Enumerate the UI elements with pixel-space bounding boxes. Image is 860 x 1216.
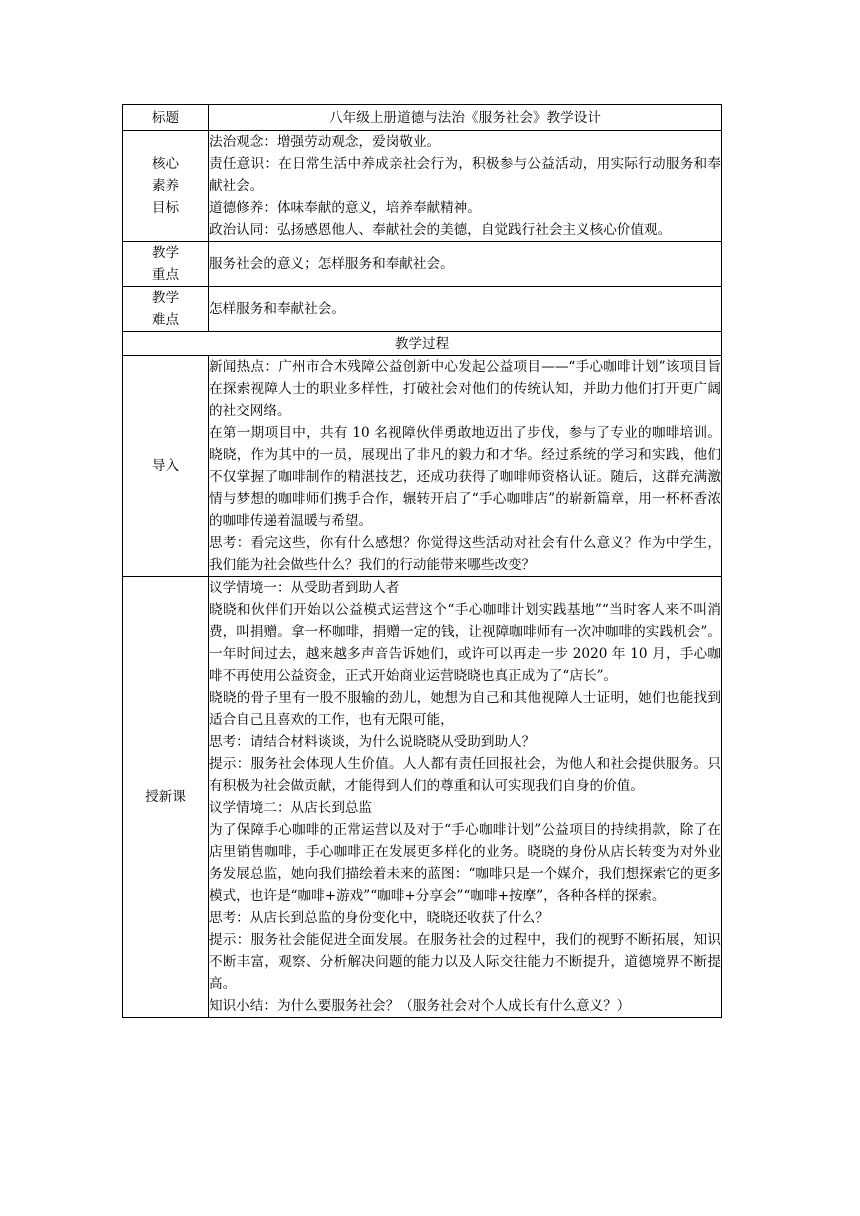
goal-political-identity: 政治认同：弘扬感恩他人、奉献社会的美德，自觉践行社会主义核心价值观。 — [209, 222, 672, 238]
new-lesson-paragraph: 提示：服务社会能促进全面发展。在服务社会的过程中，我们的视野不断拓展，知识不断丰富，观察、分析解决问题的能力以及人际交往能力不断提升，道德境界不断提高。 — [209, 932, 721, 992]
difficult-points-label-line: 难点 — [151, 312, 180, 328]
new-lesson-content — [209, 577, 722, 1018]
intro-label: 导入 — [123, 356, 209, 577]
new-lesson-paragraph: 思考：从店长到总监的身份变化中，晓晓还收获了什么？ — [209, 910, 549, 926]
core-goals-label — [123, 131, 209, 242]
title-label: 标题 — [123, 105, 209, 131]
key-points-value: 服务社会的意义；怎样服务和奉献社会。 — [209, 242, 722, 287]
new-lesson-paragraph: 晓晓和伙伴们开始以公益模式运营这个“手心咖啡计划实践基地”“当时客人来不叫消费，叫捐赠。拿一杯咖啡，捐赠一定的钱，让视障咖啡师有一次冲咖啡的实践机会”。一年时间过去，越来越多声音告诉她们，或许可以再走一步 2020 年 10 月，手心咖啡不再使用公益资金，正式开始商业运营晓晓也真正成为了“店长”。 — [209, 602, 721, 684]
difficult-points-label — [123, 287, 209, 332]
intro-row — [123, 356, 722, 577]
intro-content — [209, 356, 722, 577]
process-heading-row — [123, 332, 722, 356]
intro-paragraph: 新闻热点：广州市合木残障公益创新中心发起公益项目——“手心咖啡计划”该项目旨在探索视障人士的职业多样性，打破社会对他们的传统认知，并助力他们打开更广阔的社交网络。 — [209, 359, 721, 419]
intro-paragraph: 在第一期项目中，共有 10 名视障伙伴勇敢地迈出了步伐，参与了专业的咖啡培训。晓晓，作为其中的一员，展现出了非凡的毅力和才华。经过系统的学习和实践，他们不仅掌握了咖啡制作的精湛技艺，还成功获得了咖啡师资格认证。随后，这群充满激情与梦想的咖啡师们携手合作，辗转开启了“手心咖啡店”的崭新篇章，用一杯杯香浓的咖啡传递着温暖与希望。 — [209, 425, 721, 529]
title-value: 八年级上册道德与法治《服务社会》教学设计 — [209, 105, 722, 131]
core-goals-label-line: 素养 — [151, 178, 180, 194]
core-goals-label-line: 核心 — [151, 156, 180, 172]
lesson-plan-table — [122, 104, 722, 1018]
new-lesson-paragraph: 为了保障手心咖啡的正常运营以及对于“手心咖啡计划”公益项目的持续捐款，除了在店里销售咖啡，手心咖啡正在发展更多样化的业务。晓晓的身份从店长转变为对外业务发展总监，她向我们描绘着未来的蓝图：“咖啡只是一个媒介，我们想探索它的更多模式，也许是“咖啡+游戏”“咖啡+分享会”“咖啡+按摩”，各种各样的探索。 — [209, 822, 721, 904]
intro-paragraph: 思考：看完这些，你有什么感想？你觉得这些活动对社会有什么意义？作为中学生，我们能为社会做些什么？我们的行动能带来哪些改变？ — [209, 535, 721, 573]
goal-morality: 道德修养：体味奉献的意义，培养奉献精神。 — [209, 200, 481, 216]
new-lesson-paragraph: 提示：服务社会体现人生价值。人人都有责任回报社会，为他人和社会提供服务。只有积极为社会做贡献，才能得到人们的尊重和认可实现我们自身的价值。 — [209, 756, 721, 794]
core-goals-row — [123, 131, 722, 242]
new-lesson-paragraph: 思考：请结合材料谈谈，为什么说晓晓从受助到助人？ — [209, 734, 536, 750]
goal-rule-of-law: 法治观念：增强劳动观念，爱岗敬业。 — [209, 134, 441, 150]
new-lesson-label: 授新课 — [123, 577, 209, 1018]
difficult-points-value: 怎样服务和奉献社会。 — [209, 287, 722, 332]
core-goals-content — [209, 131, 722, 242]
new-lesson-paragraph: 议学情境二：从店长到总监 — [209, 800, 373, 816]
key-points-row — [123, 242, 722, 287]
difficult-points-row — [123, 287, 722, 332]
goal-responsibility: 责任意识：在日常生活中养成亲社会行为，积极参与公益活动，用实际行动服务和奉献社会。 — [209, 156, 721, 194]
difficult-points-label-line: 教学 — [151, 290, 180, 306]
new-lesson-paragraph: 议学情境一：从受助者到助人者 — [209, 580, 400, 596]
new-lesson-row — [123, 577, 722, 1018]
key-points-label-line: 重点 — [151, 267, 180, 283]
key-points-label-line: 教学 — [151, 245, 180, 261]
core-goals-label-line: 目标 — [151, 200, 180, 216]
title-row — [123, 105, 722, 131]
new-lesson-paragraph: 知识小结：为什么要服务社会？（服务社会对个人成长有什么意义？） — [209, 998, 631, 1014]
key-points-label — [123, 242, 209, 287]
process-heading: 教学过程 — [123, 332, 722, 356]
new-lesson-paragraph: 晓晓的骨子里有一股不服输的劲儿，她想为自己和其他视障人士证明，她们也能找到适合自己且喜欢的工作，也有无限可能， — [209, 690, 721, 728]
